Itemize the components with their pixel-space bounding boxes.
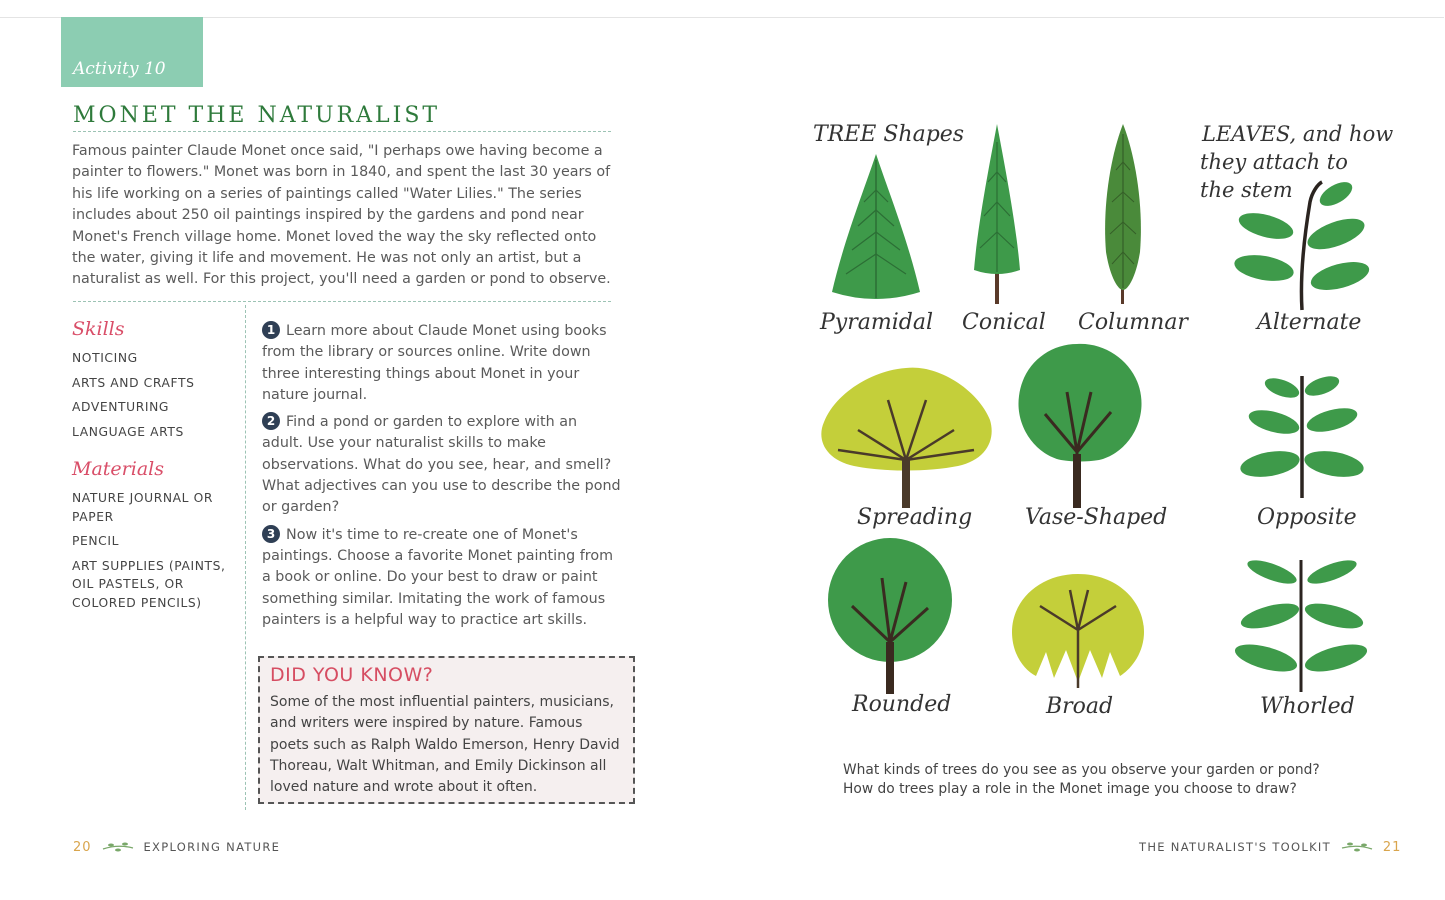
label-rounded: Rounded <box>852 692 952 717</box>
sprig-icon <box>1340 840 1374 854</box>
opposite-leaves-illustration <box>1238 372 1366 500</box>
intro-divider <box>73 301 611 302</box>
step-item <box>262 321 622 406</box>
step-item <box>262 525 622 631</box>
activity-tab <box>61 17 203 87</box>
footer-left <box>73 840 280 855</box>
material-item: PENCIL <box>72 534 120 548</box>
pyramidal-tree-illustration <box>828 150 924 305</box>
step-number: 1 <box>262 321 280 339</box>
skills-heading: Skills <box>72 318 125 340</box>
step-text: Learn more about Claude Monet using books from the library or sources online. Write down three interesting things about Monet in your nature journal. <box>262 323 607 403</box>
skill-item: LANGUAGE ARTS <box>72 424 184 439</box>
did-you-know-title: DID YOU KNOW? <box>270 664 434 686</box>
question-line: What kinds of trees do you see as you observe your garden or pond? <box>843 762 1320 778</box>
steps-list <box>262 321 622 637</box>
material-item: NATURE JOURNAL OR PAPER <box>72 491 214 524</box>
skill-item: ADVENTURING <box>72 400 170 414</box>
leaves-heading-line1: LEAVES, and how <box>1202 122 1394 146</box>
question-block <box>843 761 1363 799</box>
activity-label: Activity 10 <box>73 59 166 79</box>
did-you-know-box <box>258 656 635 804</box>
step-number: 2 <box>262 412 280 430</box>
did-you-know-body: Some of the most influential painters, musicians, and writers were inspired by nature. Famous poets such as Ralph Waldo Emerson, Henry David Thoreau, Walt Whitman, and Emily Dickinson all loved nature and wrote about it often. <box>270 694 620 796</box>
tree-shapes-heading: TREE Shapes <box>813 122 965 147</box>
section-label-left: EXPLORING NATURE <box>143 840 281 854</box>
label-broad: Broad <box>1046 694 1114 719</box>
spreading-tree-illustration <box>818 360 994 510</box>
step-text: Now it's time to re-create one of Monet's paintings. Choose a favorite Monet painting from a book or online. Do your best to draw or paint something similar. Imitating the work of famous painters is a helpful way to practice art skills. <box>262 526 614 628</box>
label-alternate: Alternate <box>1257 310 1362 335</box>
leaves-heading-line3: the stem <box>1200 178 1293 202</box>
page-title: MONET THE NATURALIST <box>73 103 441 128</box>
label-spreading: Spreading <box>857 505 973 530</box>
page-number-left: 20 <box>73 840 92 855</box>
vase-shaped-tree-illustration <box>1015 342 1145 512</box>
page-number-right: 21 <box>1382 840 1402 855</box>
column-divider <box>245 305 246 810</box>
leaves-heading-line2: they attach to <box>1200 150 1348 174</box>
step-number: 3 <box>262 525 280 543</box>
intro-paragraph: Famous painter Claude Monet once said, "I perhaps owe having become a painter to flowers." Monet was born in 1840, and spent the last 30 years of his life working on a series of paintings called "Water Lilies." The series includes about 250 oil paintings inspired by the gardens and pond near Monet's French village home. Monet loved the way the sky reflected onto the water, giving it life and movement. He was not only an artist, but a naturalist as well. For this project, you'll need a garden or pond to observe. <box>72 143 611 288</box>
materials-list <box>72 489 242 618</box>
label-pyramidal: Pyramidal <box>820 310 933 335</box>
title-divider <box>73 131 611 132</box>
whorled-leaves-illustration <box>1232 558 1370 694</box>
step-item <box>262 412 622 518</box>
rounded-tree-illustration <box>822 538 962 698</box>
alternate-leaves-illustration <box>1232 178 1372 313</box>
broad-tree-illustration <box>1010 570 1146 690</box>
footer-right <box>1139 840 1401 855</box>
label-opposite: Opposite <box>1257 505 1357 530</box>
sprig-icon <box>101 840 135 854</box>
conical-tree-illustration <box>972 122 1022 307</box>
section-label-right: THE NATURALIST'S TOOLKIT <box>1139 840 1331 854</box>
skills-list <box>72 349 242 447</box>
columnar-tree-illustration <box>1100 122 1146 307</box>
step-text: Find a pond or garden to explore with an adult. Use your naturalist skills to make observations. What do you see, hear, and smell? What adjectives can you use to describe the pond or garden? <box>262 414 621 516</box>
skill-item: ARTS AND CRAFTS <box>72 375 195 390</box>
question-line: How do trees play a role in the Monet image you choose to draw? <box>843 781 1297 797</box>
material-item: ART SUPPLIES (PAINTS, OIL PASTELS, OR COLORED PENCILS) <box>72 558 226 610</box>
label-vase-shaped: Vase-Shaped <box>1025 505 1168 530</box>
skill-item: NOTICING <box>72 351 138 365</box>
label-columnar: Columnar <box>1078 310 1188 335</box>
label-whorled: Whorled <box>1260 694 1355 719</box>
label-conical: Conical <box>962 310 1046 335</box>
materials-heading: Materials <box>72 458 164 480</box>
